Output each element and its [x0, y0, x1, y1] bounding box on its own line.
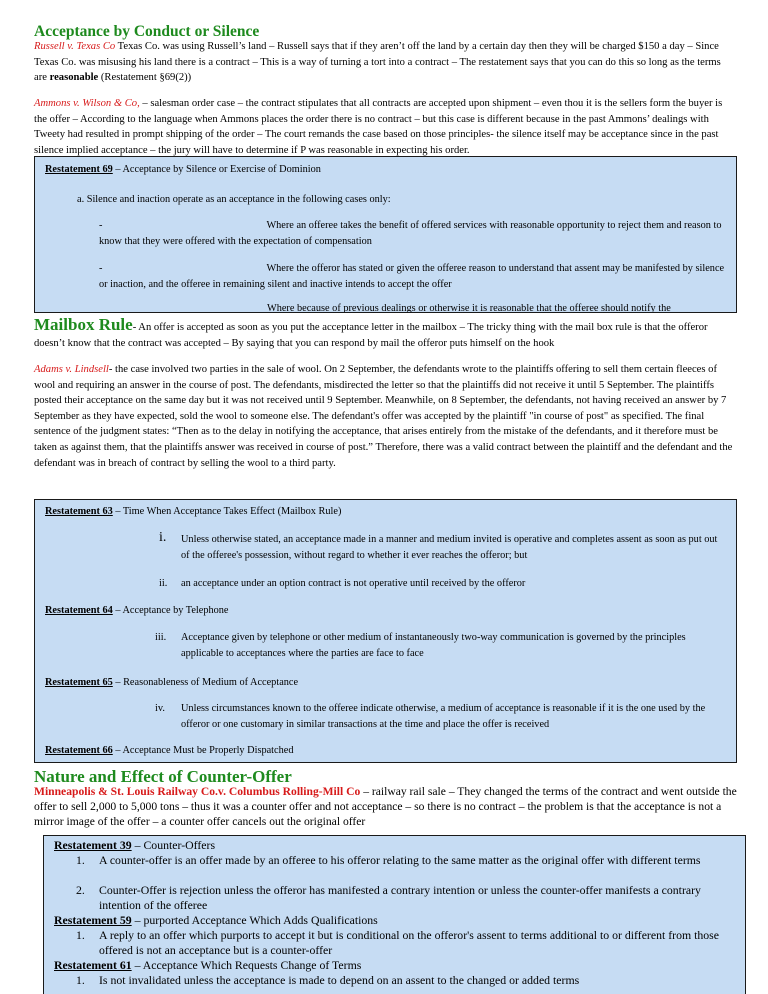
restatement-69-title: Restatement 69 – Acceptance by Silence or Exercise of Dominion: [45, 164, 321, 175]
restatement-39-item-1-number: 1.: [76, 853, 85, 867]
section-heading-mailbox-rule: Mailbox Rule: [34, 315, 133, 334]
restatement-61-item-1: Is not invalidated unless the acceptance is made to depend on an assent to the changed or added terms: [99, 973, 580, 987]
paragraph-adams: Adams v. Lindsell- the case involved two parties in the sale of wool. On 2 September, the defendants wrote to the plaintiffs offering to sell them certain fleeces of wool and requiring an answer in the course of post. The defendants, misdirected the letter so that the plaintiffs did not receive it until 5 September. The plaintiffs posted their acceptance on the same day but it was not received until 9 September. Meanwhile, on 8 September, the defendants, not having received an answer by 7 September as they have expected, sold the wool to someone else. The defendant's offer was accepted by the plaintiff "in course of post" as specified. The final sentence of the judgment states: “Then as to the delay in notifying the acceptance, that arises entirely from the mistake of the defendants, and it therefore must be taken as against them, that the plaintiffs answer was received in course of post.” Therefore, there was a valid contract between the plaintiff and the defendant and the defendant was in breach of contract by selling the wool to a third party.: [34, 364, 733, 469]
restatement-64-iii-text: Acceptance given by telephone or other medium of instantaneously two-way communication is governed by the principles applicable to acceptances where the parties are face to face: [181, 632, 686, 659]
restatement-63-66-box: [34, 499, 737, 763]
restatement-63-i-text: Unless otherwise stated, an acceptance made in a manner and medium invited is operative and completes assent as soon as put out of the offeree's possession, without regard to whether it ever reaches the offeror; but: [181, 534, 718, 561]
restatement-63-ii-text: an acceptance under an option contract is not operative until received by the offeror: [181, 578, 526, 589]
restatement-59-title: Restatement 59 – purported Acceptance Which Adds Qualifications: [54, 913, 378, 927]
restatement-39-item-2: Counter-Offer is rejection unless the offeror has manifested a contrary intention or unless the counter-offer manifests a contrary intention of the offeree: [99, 883, 701, 912]
restatement-64-title: Restatement 64 – Acceptance by Telephone: [45, 605, 229, 616]
restatement-61-title: Restatement 61 – Acceptance Which Requests Change of Terms: [54, 958, 362, 972]
paragraph-ammons: Ammons v. Wilson & Co, – salesman order case – the contract stipulates that all contracts are accepted upon shipment – even thou it is the sellers form the buyer is the offer – According to the language when Ammons places the order there is no contract – but this case is different because in the past Ammons’ dealings with Tweety had resulted in prompt shipping of the order – The court remands the case based on those principles- the silence itself may be acceptance since in the past silence implied acceptance – the jury will have to determine if P was reasonable in expecting his order.: [34, 98, 723, 156]
paragraph-minneapolis: Minneapolis & St. Louis Railway Co.v. Columbus Rolling-Mill Co – railway rail sale – They changed the terms of the contract and went outside the offer to sell 2,000 to 5,000 tons – thus it was a counter offer and not acceptance – so there is no contract – the problem is that the acceptance is not a mirror image of the offer – a counter offer cancels out the original offer: [34, 785, 737, 828]
case-name-adams: Adams v. Lindsell: [34, 364, 109, 375]
restatement-39-item-1: A counter-offer is an offer made by an offeree to his offeror relating to the same matter as the original offer with different terms: [99, 853, 701, 867]
restatement-59-item-1-number: 1.: [76, 928, 85, 942]
restatement-69-item-3-cut: Where because of previous dealings or otherwise it is reasonable that the offeree should notify the: [267, 303, 671, 313]
restatement-69-a: a. Silence and inaction operate as an acceptance in the following cases only:: [77, 194, 391, 205]
case-name-ammons: Ammons v. Wilson & Co,: [34, 98, 140, 109]
restatement-63-i-marker: i.: [159, 530, 167, 545]
restatement-65-iv-text: Unless circumstances known to the offeree indicate otherwise, a medium of acceptance is reasonable if it is the one used by the offeror or one customary in similar transactions at the time and place the offer is received: [181, 703, 706, 730]
restatement-39-title: Restatement 39 – Counter-Offers: [54, 838, 216, 852]
restatement-69-item-2: - Where the offeror has stated or given the offeree reason to understand that assent may be manifested by silence or inaction, and the offeree in remaining silent and inactive intends to accept the offer: [99, 263, 725, 290]
restatement-64-iii-marker: iii.: [155, 632, 167, 643]
restatement-61-item-1-number: 1.: [76, 973, 85, 987]
restatement-63-title: Restatement 63 – Time When Acceptance Takes Effect (Mailbox Rule): [45, 506, 342, 517]
section-heading-counter-offer: Nature and Effect of Counter-Offer: [34, 767, 292, 786]
restatement-59-item-1: A reply to an offer which purports to accept it but is conditional on the offeror's assent to terms additional to or different from those offered is not an acceptance but is a counter-offer: [99, 928, 720, 957]
restatement-39-item-2-number: 2.: [76, 883, 85, 897]
case-name-minneapolis: Minneapolis & St. Louis Railway Co.v. Columbus Rolling-Mill Co: [34, 785, 361, 798]
paragraph-mailbox-rule: Mailbox Rule- An offer is accepted as soon as you put the acceptance letter in the mailbox – The tricky thing with the mail box rule is that the offeror doesn’t know that the contract was accepted – By saying that you can respond by mail the offeror puts himself on the hook: [34, 315, 708, 349]
restatement-66-title: Restatement 66 – Acceptance Must be Properly Dispatched: [45, 745, 294, 756]
restatement-69-box: [34, 156, 737, 313]
section-heading-acceptance-conduct: Acceptance by Conduct or Silence: [34, 23, 260, 40]
restatement-63-ii-marker: ii.: [159, 578, 168, 589]
case-name-russell: Russell v. Texas Co: [34, 41, 116, 52]
paragraph-russell: Russell v. Texas Co Texas Co. was using Russell’s land – Russell says that if they aren’t off the land by a certain day then they will be charged $150 a day – Since Texas Co. was misusing his land there is a contract – This is a way of turning a tort into a contract – The restatement says that you can do this so long as the terms are reasonable (Restatement §69(2)): [34, 41, 721, 84]
restatement-39-59-61-box: [43, 835, 746, 994]
restatement-69-item-1: - Where an offeree takes the benefit of offered services with reasonable opportunity to reject them and reason to know that they were offered with the expectation of compensation: [99, 220, 722, 247]
restatement-65-iv-marker: iv.: [155, 703, 165, 714]
restatement-65-title: Restatement 65 – Reasonableness of Medium of Acceptance: [45, 677, 299, 688]
